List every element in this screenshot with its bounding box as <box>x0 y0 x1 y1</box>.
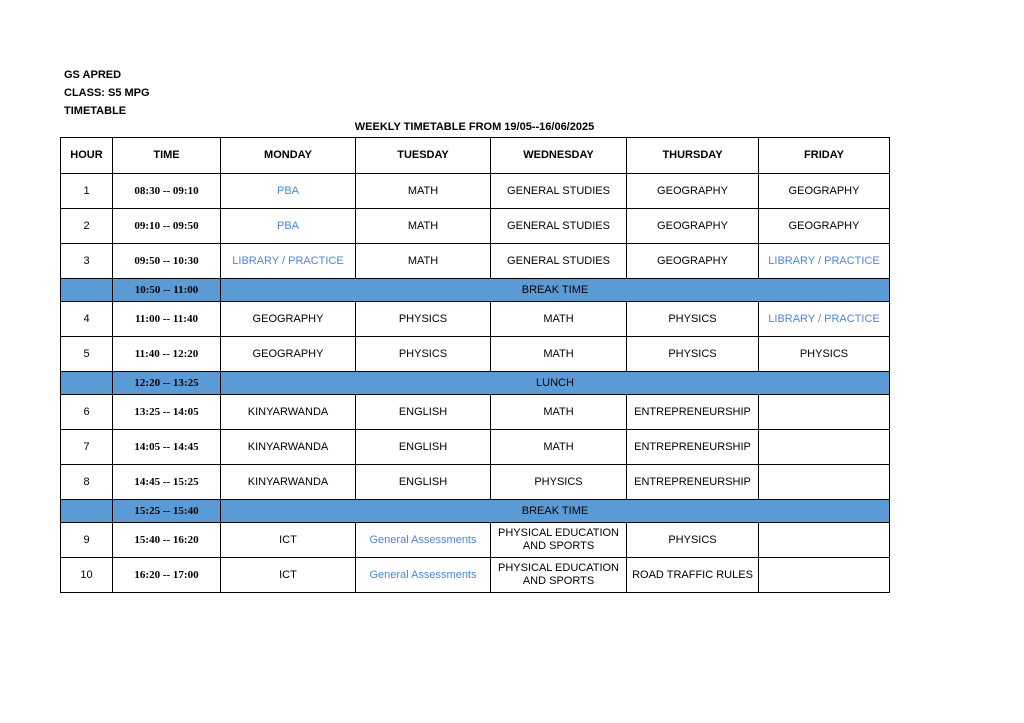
lesson-row <box>61 337 890 372</box>
subject-cell: MATH <box>491 395 627 430</box>
subject-cell: PBA <box>221 209 356 244</box>
hour-cell: 10 <box>61 558 113 593</box>
hour-cell: 8 <box>61 465 113 500</box>
hour-cell <box>61 500 113 523</box>
subject-cell: PBA <box>221 174 356 209</box>
lesson-row <box>61 430 890 465</box>
subject-cell: General Assessments <box>356 523 491 558</box>
subject-cell: ENTREPRENEURSHIP <box>627 395 759 430</box>
subject-cell: PHYSICAL EDUCATION AND SPORTS <box>491 523 627 558</box>
column-header: TIME <box>113 138 221 174</box>
time-cell: 10:50 -- 11:00 <box>113 279 221 302</box>
subject-cell: KINYARWANDA <box>221 395 356 430</box>
subject-cell: GEOGRAPHY <box>221 337 356 372</box>
subject-cell: MATH <box>491 430 627 465</box>
subject-cell: GEOGRAPHY <box>221 302 356 337</box>
time-cell: 12:20 -- 13:25 <box>113 372 221 395</box>
break-row <box>61 500 890 523</box>
lesson-row <box>61 174 890 209</box>
break-row <box>61 279 890 302</box>
subject-cell: ENGLISH <box>356 395 491 430</box>
subject-cell <box>759 465 890 500</box>
subject-cell: ICT <box>221 523 356 558</box>
subject-cell: MATH <box>491 337 627 372</box>
time-cell: 09:10 -- 09:50 <box>113 209 221 244</box>
subject-cell: GENERAL STUDIES <box>491 174 627 209</box>
subject-cell: PHYSICAL EDUCATION AND SPORTS <box>491 558 627 593</box>
hour-cell: 6 <box>61 395 113 430</box>
time-cell: 09:50 -- 10:30 <box>113 244 221 279</box>
subject-cell: PHYSICS <box>356 302 491 337</box>
subject-cell: GEOGRAPHY <box>759 209 890 244</box>
hour-cell: 9 <box>61 523 113 558</box>
subject-cell: PHYSICS <box>491 465 627 500</box>
hour-cell: 1 <box>61 174 113 209</box>
lesson-row <box>61 395 890 430</box>
column-header: WEDNESDAY <box>491 138 627 174</box>
subject-cell: ENGLISH <box>356 465 491 500</box>
class-name: CLASS: S5 MPG <box>64 87 150 99</box>
hour-cell: 2 <box>61 209 113 244</box>
column-header: THURSDAY <box>627 138 759 174</box>
subject-cell: GENERAL STUDIES <box>491 244 627 279</box>
hour-cell: 3 <box>61 244 113 279</box>
subject-cell: General Assessments <box>356 558 491 593</box>
subject-cell: PHYSICS <box>759 337 890 372</box>
break-row <box>61 372 890 395</box>
break-label: BREAK TIME <box>221 500 890 523</box>
subject-cell: GEOGRAPHY <box>627 174 759 209</box>
time-cell: 14:05 -- 14:45 <box>113 430 221 465</box>
hour-cell <box>61 372 113 395</box>
subject-cell: KINYARWANDA <box>221 465 356 500</box>
subject-cell: GEOGRAPHY <box>627 209 759 244</box>
hour-cell <box>61 279 113 302</box>
subject-cell <box>759 523 890 558</box>
break-label: LUNCH <box>221 372 890 395</box>
header-row <box>61 138 890 174</box>
time-cell: 11:00 -- 11:40 <box>113 302 221 337</box>
column-header: TUESDAY <box>356 138 491 174</box>
hour-cell: 7 <box>61 430 113 465</box>
timetable <box>60 137 890 593</box>
lesson-row <box>61 302 890 337</box>
column-header: FRIDAY <box>759 138 890 174</box>
time-cell: 16:20 -- 17:00 <box>113 558 221 593</box>
time-cell: 11:40 -- 12:20 <box>113 337 221 372</box>
subject-cell: LIBRARY / PRACTICE <box>221 244 356 279</box>
subject-cell: MATH <box>356 244 491 279</box>
subject-cell: ICT <box>221 558 356 593</box>
subject-cell <box>759 558 890 593</box>
time-cell: 14:45 -- 15:25 <box>113 465 221 500</box>
subject-cell: MATH <box>356 209 491 244</box>
column-header: HOUR <box>61 138 113 174</box>
subject-cell: ROAD TRAFFIC RULES <box>627 558 759 593</box>
lesson-row <box>61 244 890 279</box>
subject-cell: PHYSICS <box>356 337 491 372</box>
lesson-row <box>61 523 890 558</box>
lesson-row <box>61 465 890 500</box>
time-cell: 15:25 -- 15:40 <box>113 500 221 523</box>
subject-cell: GEOGRAPHY <box>759 174 890 209</box>
time-cell: 08:30 -- 09:10 <box>113 174 221 209</box>
time-cell: 15:40 -- 16:20 <box>113 523 221 558</box>
subject-cell <box>759 395 890 430</box>
subject-cell: GEOGRAPHY <box>627 244 759 279</box>
subject-cell: ENGLISH <box>356 430 491 465</box>
column-header: MONDAY <box>221 138 356 174</box>
hour-cell: 4 <box>61 302 113 337</box>
subject-cell: PHYSICS <box>627 302 759 337</box>
subject-cell: PHYSICS <box>627 337 759 372</box>
subject-cell: ENTREPRENEURSHIP <box>627 430 759 465</box>
subject-cell: LIBRARY / PRACTICE <box>759 244 890 279</box>
timetable-body <box>61 174 890 593</box>
subject-cell: LIBRARY / PRACTICE <box>759 302 890 337</box>
subject-cell: KINYARWANDA <box>221 430 356 465</box>
break-label: BREAK TIME <box>221 279 890 302</box>
subject-cell <box>759 430 890 465</box>
subject-cell: MATH <box>356 174 491 209</box>
timetable-caption: WEEKLY TIMETABLE FROM 19/05--16/06/2025 <box>354 121 595 133</box>
hour-cell: 5 <box>61 337 113 372</box>
subject-cell: ENTREPRENEURSHIP <box>627 465 759 500</box>
subject-cell: PHYSICS <box>627 523 759 558</box>
subject-cell: MATH <box>491 302 627 337</box>
document-header <box>64 66 150 120</box>
subject-cell: GENERAL STUDIES <box>491 209 627 244</box>
lesson-row <box>61 558 890 593</box>
school-name: GS APRED <box>64 69 122 81</box>
time-cell: 13:25 -- 14:05 <box>113 395 221 430</box>
lesson-row <box>61 209 890 244</box>
document-type: TIMETABLE <box>64 105 127 117</box>
